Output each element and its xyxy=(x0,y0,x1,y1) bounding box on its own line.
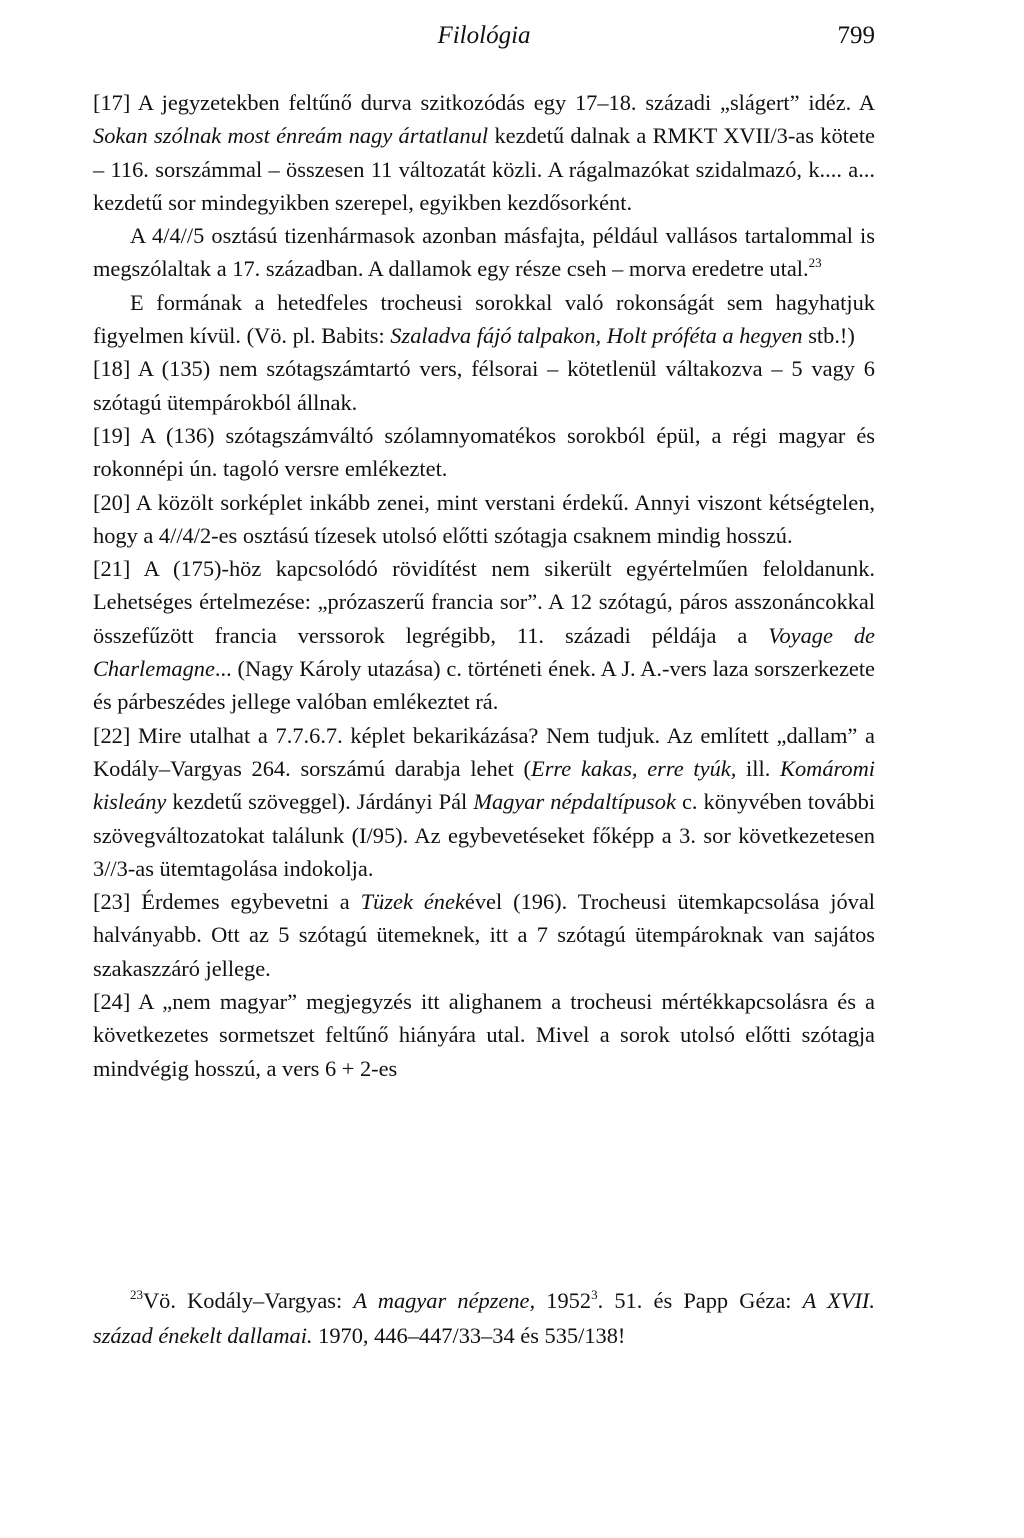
note-19: [19] A (136) szótagszámváltó szólamnyomatékos sorokból épül, a régi magyar és rokonnépi ún. tagoló versre emlékeztet. xyxy=(93,422,875,482)
note-18: [18] A (135) nem szótagszámtartó vers, félsorai – kötetlenül váltakozva – 5 vagy 6 szótagú ütempárokból állnak. xyxy=(93,356,875,415)
footnote-23: $^{23}$Vö. Kodály–Vargyas: A magyar népzene, 1952$^3$. 51. és Papp Géza: A XVII. század énekelt dallamai. 1970, 446–447/33–34 és 535/138! xyxy=(93,1287,875,1348)
footnote-mark: 23 xyxy=(130,1287,143,1302)
work-title: Voyage de Charlemagne xyxy=(93,622,876,682)
edition-mark: 3 xyxy=(591,1287,598,1302)
footnote-ref: 23 xyxy=(808,255,822,271)
note-21: [21] A (175)-höz kapcsolódó rövidítést nem sikerült egyértelműen feloldanunk. Lehetséges értelmezése: „prózaszerű francia sor”. A 12 szótagú, páros asszonáncokkal összefűzött francia verssorok legrégibb, 11. századi példája a Voyage de Charlemagne... (Nagy Károly utazása) c. történeti ének. A J. A.-vers laza sorszerkezete és párbeszédes jellege valóban emlékeztet rá. xyxy=(93,556,876,715)
note-17-paragraph-3: E formának a hetedfeles trocheusi sorokkal való rokonságát sem hagyhatjuk figyelmen kívül. (Vö. pl. Babits: Szaladva fájó talpakon, Holt próféta a hegyen stb.!) xyxy=(93,289,875,349)
book-title: Magyar népdaltípusok xyxy=(473,789,676,815)
footnote xyxy=(93,1283,875,1353)
song-title: Sokan szólnak most énreám nagy ártatlanul xyxy=(93,123,489,149)
note-17-paragraph-1: [17] A jegyzetekben feltűnő durva szitkozódás egy 17–18. századi „slágert” idéz. A Sokan szólnak most énreám nagy ártatlanul kezdetű dalnak a RMKT XVII/3-as kötete – 116. sorszámmal – összesen 11 változatát közli. A rágalmazókat szidalmazó, k.... a... kezdetű sor mindegyikben szerepel, egyikben kezdősorként. xyxy=(93,90,875,215)
note-17-paragraph-2: A 4/4//5 osztású tizenhármasok azonban másfajta, például vallásos tartalommal is megszólaltak a 17. században. A dallamok egy része cseh – morva eredetre utal.$^{23}$ xyxy=(93,223,875,282)
song-title: Komáromi kisleány xyxy=(93,755,875,815)
note-23: [23] Érdemes egybevetni a Tüzek énekével (196). Trocheusi ütemkapcsolása jóval halványabb. Ott az 5 szótagú ütemeknek, itt a 7 szótagú ütempároknak van sajátos szakaszzáró jellege. xyxy=(93,889,875,981)
poem-title: Szaladva fájó talpakon, xyxy=(390,323,602,349)
song-title: Erre kakas, erre tyúk, xyxy=(531,755,737,781)
book-title: A XVII. század énekelt dallamai. xyxy=(93,1288,875,1348)
note-22: [22] Mire utalhat a 7.7.6.7. képlet bekarikázása? Nem tudjuk. Az említett „dallam” a Kodály–Vargyas 264. sorszámú darabja lehet (Erre kakas, erre tyúk, ill. Komáromi kisleány kezdetű szöveggel). Járdányi Pál Magyar népdaltípusok c. könyvében további szövegváltozatokat találunk (I/95). Az egybevetéseket főképp a 3. sor következetesen 3//3-as ütemtagolása indokolja. xyxy=(93,722,876,881)
poem-title: Tüzek ének xyxy=(360,889,465,915)
note-20: [20] A közölt sorképlet inkább zenei, mint verstani érdekű. Annyi viszont kétségtelen, hogy a 4//4/2-es osztású tízesek utolsó előtti szótagja csaknem mindig hosszú. xyxy=(93,489,875,548)
running-title: Filológia xyxy=(437,22,531,49)
page-header xyxy=(93,22,875,62)
notes-body xyxy=(93,86,875,1085)
poem-title: Holt próféta a hegyen xyxy=(606,323,803,349)
book-title: A magyar népzene, xyxy=(353,1288,536,1313)
note-24: [24] A „nem magyar” megjegyzés itt alighanem a trocheusi mértékkapcsolásra és a következetes sormetszet feltűnő hiányára utal. Mivel a sorok utolsó előtti szótagja mindvégig hosszú, a vers 6 + 2-es xyxy=(93,989,875,1081)
page-number: 799 xyxy=(837,22,875,49)
